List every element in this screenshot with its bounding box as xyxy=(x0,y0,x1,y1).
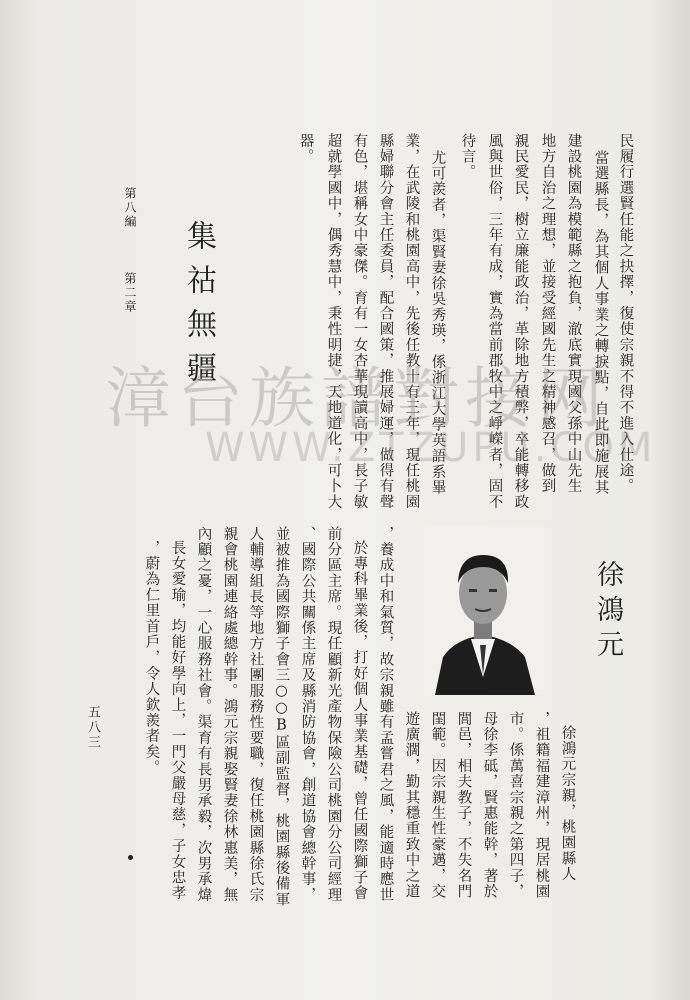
bottom-col-12: 並被推為國際獅子會三○○B區副監督，桃園縣後備軍 xyxy=(273,526,290,908)
bottom-col-4: 母徐李砥，賢惠能幹，著於 xyxy=(481,711,498,900)
top-col-10: 縣婦聯分會主任委員，配合國策，推展婦運，做得有聲 xyxy=(377,133,394,510)
bottom-col-1: 徐鴻元宗親，桃園縣人 xyxy=(559,725,576,882)
portrait-image-icon xyxy=(425,525,545,695)
bottom-col-15: 內顧之憂，一心服務社會。渠育有長男承毅，次男承煒 xyxy=(195,526,212,903)
page-number: 五八三 xyxy=(85,705,100,750)
top-col-8: 尤可羨者，渠賢妻徐吳秀瑛，係浙江大學英語系畢 xyxy=(429,150,446,496)
bottom-col-5: 閭邑，相夫教子，不失名門 xyxy=(455,711,472,900)
top-col-3: 建設桃園為模範縣之抱負，澈底實現國父孫中山先生 xyxy=(565,133,582,495)
bottom-col-13: 人輔導組長等地方社團服務性要職，復任桃園縣徐氏宗 xyxy=(247,526,264,903)
top-col-11: 有色，堪稱女中豪傑。育有一女杏華現讀高中，長子敏 xyxy=(351,133,368,510)
part-label: 第八編 xyxy=(123,187,137,229)
top-col-5: 親民愛民，樹立廉能政治，革除地方積弊，卒能轉移政 xyxy=(512,133,529,510)
chapter-label: 第二章 xyxy=(123,272,137,314)
person-name: 徐鴻元 xyxy=(592,560,623,665)
top-col-4: 地方自治之理想，並接受經國先生之精神感召，做到 xyxy=(539,133,556,495)
portrait-photo xyxy=(425,525,545,695)
bottom-col-11: 、國際公共關係主席及縣消防協會，創道協會總幹事， xyxy=(299,526,316,903)
bottom-col-9: 於專科畢業後，打好個人事業基礎，曾任國際獅子會 xyxy=(351,540,368,902)
bottom-col-2: ，祖籍福建漳州，現居桃園 xyxy=(533,711,550,900)
bottom-col-3: 市。係萬喜宗親之第四子， xyxy=(507,711,524,900)
bottom-col-10: 前分區主席。現任顧新光產物保險公司桃園分公司經理 xyxy=(325,526,342,903)
top-col-12: 超就學國中，偶秀慧中，秉性明捷，天地道化，可卜大 xyxy=(325,133,342,510)
top-col-9: 業，在武陵和桃園高中，先後任教十有三年，現任桃園 xyxy=(403,133,420,510)
watermark-text: 漳台族譜對接网 xyxy=(105,360,609,437)
top-col-1: 民履行選賢任能之抉擇，復使宗親不得不進入仕途。 xyxy=(617,133,634,495)
ink-dot xyxy=(128,855,133,860)
bottom-col-16: 長女愛瑜，均能好學向上，一門父嚴母慈，子女忠孝 xyxy=(169,540,186,902)
bottom-col-8: ，養成中和氣質，故宗親雖有孟嘗君之風，能適時應世 xyxy=(377,526,394,903)
bottom-col-7: 遊廣濶，勤其穩重致中之道 xyxy=(403,711,420,900)
bottom-col-14: 親會桃園連絡處總幹事。鴻元宗親娶賢妻徐林惠美，無 xyxy=(221,526,238,903)
top-col-7: 待言。 xyxy=(459,133,476,181)
bottom-col-6: 閨範。因宗親生性豪邁，交 xyxy=(429,711,446,900)
watermark-url: WWW.ZTZUPU.COM xyxy=(205,425,657,471)
top-col-6: 風與世俗，三年有成，實為當前郡牧中之崢嶸者，固不 xyxy=(486,133,503,510)
section-title: 集祜無疆 xyxy=(181,220,216,396)
top-col-2: 當選縣長，為其個人事業之轉捩點，自此即施展其 xyxy=(592,150,609,496)
top-col-13: 器。 xyxy=(297,133,314,165)
bottom-col-17: ，蔚為仁里首戶，令人欽羨者矣。 xyxy=(143,540,160,776)
